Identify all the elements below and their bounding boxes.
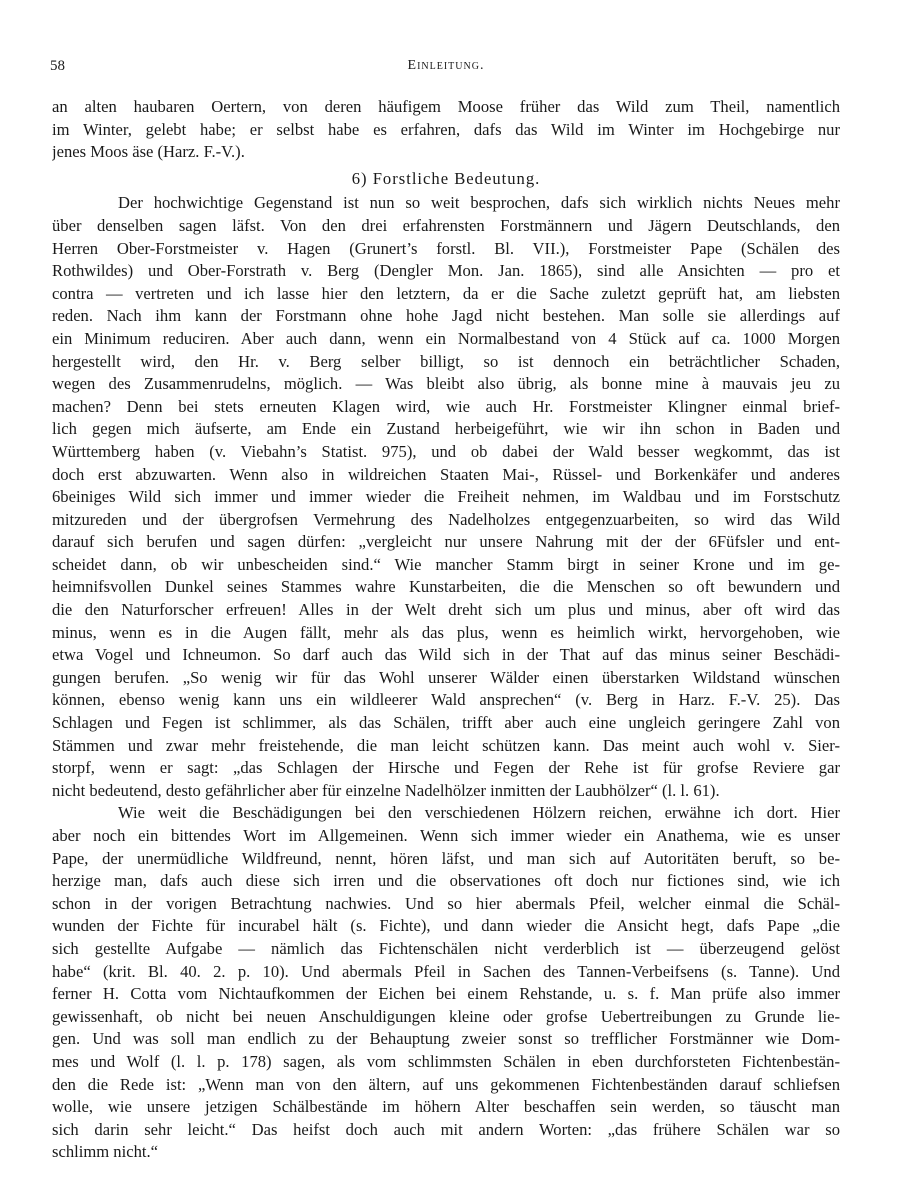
page-body	[52, 96, 840, 1164]
page-number: 58	[50, 58, 65, 74]
text-line: Pape, der unermüdliche Wildfreund, nennt, hören läfst, und man sich auf Autoritäten beruft, so be-	[52, 848, 840, 868]
text-line: mitzureden und der übergrofsen Vermehrung des Nadelholzes entgegenzuarbeiten, so wird das Wild	[52, 509, 840, 529]
text-line: Der hochwichtige Gegenstand ist nun so weit besprochen, dafs sich wirklich nichts Neues mehr	[118, 193, 840, 213]
text-line: gewissenhaft, ob nicht bei neuen Anschuldigungen kleine oder grofse Uebertreibungen zu Grunde lie-	[52, 1006, 840, 1026]
text-line: 6beiniges Wild sich immer und immer wieder die Freiheit nehmen, im Waldbau und im Forstschutz	[52, 487, 840, 507]
text-line: Rothwildes) und Ober-Forstrath v. Berg (Dengler Mon. Jan. 1865), sind alle Ansichten — pro et	[52, 261, 840, 281]
text-line: Württemberg haben (v. Viebahn’s Statist. 975), und ob dabei der Wald besser wegkommt, das ist	[52, 441, 840, 461]
text-line: über denselben sagen läfst. Von den drei erfahrensten Forstmännern und Jägern Deutschlands, den	[52, 215, 840, 235]
text-line: darauf sich berufen und sagen dürfen: „vergleicht nur unsere Nahrung mit der der 6Füfsler und ent-	[52, 532, 840, 552]
text-line: herzige man, dafs auch diese sich irren und die observationes oft doch nur fictiones sind, wie ich	[52, 871, 840, 891]
text-line: schon in der vorigen Betrachtung nachwies. Und so hier abermals Pfeil, welcher einmal die Schäl-	[52, 893, 840, 913]
text-line: können, ebenso wenig kann uns ein wildleerer Wald ansprechen“ (v. Berg in Harz. F.-V. 25). Das	[52, 690, 840, 710]
text-line: schlimm nicht.“	[52, 1142, 158, 1162]
text-line: sich darin sehr leicht.“ Das heifst doch auch mit andern Worten: „das frühere Schälen war so	[52, 1119, 840, 1139]
text-line: reden. Nach ihm kann der Forstmann ohne hohe Jagd nicht bestehen. Man solle sie allerdings auf	[52, 306, 840, 326]
text-line: sich gestellte Aufgabe — nämlich das Fichtenschälen nicht verderblich ist — überzeugend gelöst	[52, 938, 840, 958]
text-line: Schlagen und Fegen ist schlimmer, als das Schälen, trifft aber auch eine ungleich geringere Zahl von	[52, 713, 840, 733]
text-line: contra — vertreten und ich lasse hier den letztern, da er die Sache zuletzt geprüft hat, am liebsten	[52, 283, 840, 303]
text-line: wolle, wie unsere jetzigen Schälbestände im höhern Alter beschaffen sein werden, so täuscht man	[52, 1097, 840, 1117]
paragraph-continuation	[52, 96, 840, 164]
text-line: hergestellt wird, den Hr. v. Berg selber billigt, so ist dennoch ein beträchtlicher Schaden,	[52, 351, 840, 371]
text-line: nicht bedeutend, desto gefährlicher aber für einzelne Nadelhölzer inmitten der Laubhölzer“ (l. l. 61).	[52, 780, 720, 800]
text-line: habe“ (krit. Bl. 40. 2. p. 10). Und abermals Pfeil in Sachen des Tannen-Verbeifsens (s. Tanne). Und	[52, 961, 840, 981]
text-line: gungen berufen. „So wenig wir für das Wohl unserer Wälder einen überstarken Wildstand wünschen	[52, 667, 840, 687]
text-line: wegen des Zusammenrudelns, möglich. — Was bleibt also übrig, als bonne mine à mauvais jeu zu	[52, 374, 840, 394]
text-line: wunden der Fichte für incurabel hält (s. Fichte), und dann wieder die Ansicht hegt, dafs Pape „die	[52, 916, 840, 936]
text-line: Wie weit die Beschädigungen bei den verschiedenen Hölzern reichen, erwähne ich dort. Hier	[118, 803, 840, 823]
paragraph-forstliche-bedeutung	[52, 192, 840, 802]
text-line: Stämmen und zwar mehr freistehende, die man leicht schützen kann. Das meint auch wohl v. Sier-	[52, 735, 840, 755]
text-line: etwa Vogel und Ichneumon. So darf auch das Wild sich in der That auf das minus seiner Beschädi-	[52, 645, 840, 665]
text-line: jenes Moos äse (Harz. F.-V.).	[52, 142, 245, 162]
book-page	[52, 58, 840, 1164]
text-line: machen? Denn bei stets erneuten Klagen wird, wie auch Hr. Forstmeister Klingner einmal brief-	[52, 396, 840, 416]
text-line: lich gegen mich äufserte, am Ende ein Zustand herbeigeführt, wie wir ihn schon in Baden und	[52, 419, 840, 439]
section-title: 6) Forstliche Bedeutung.	[351, 168, 541, 188]
text-line: gen. Und was soll man endlich zu der Behauptung zweier sonst so trefflicher Forstmänner wie Dom-	[52, 1029, 840, 1049]
text-line: scheidet dann, ob wir unbescheiden sind.“ Wie mancher Stamm birgt in seiner Krone und im ge-	[52, 554, 840, 574]
text-line: an alten haubaren Oertern, von deren häufigem Moose früher das Wild zum Theil, namentlich	[52, 97, 840, 116]
running-head: Einleitung.	[407, 58, 485, 73]
text-line: storpf, wenn er sagt: „das Schlagen der Hirsche und Fegen der Rehe ist für grofse Reviere gar	[52, 758, 840, 778]
text-line: mes und Wolf (l. l. p. 178) sagen, als vom schlimmsten Schälen in eben durchforsteten Fichtenbestän-	[52, 1051, 840, 1071]
text-line: aber noch ein bittendes Wort im Allgemeinen. Wenn sich immer wieder ein Anathema, wie es unser	[52, 826, 840, 845]
text-line: doch erst abzuwarten. Wenn also in wildreichen Staaten Mai-, Rüssel- und Borkenkäfer und anderes	[52, 464, 840, 484]
text-line: im Winter, gelebt habe; er selbst habe es erfahren, dafs das Wild im Winter im Hochgebirge nur	[52, 119, 840, 139]
page-header	[52, 58, 840, 82]
text-line: den die Rede ist: „Wenn man von den ältern, auf uns gekommenen Fichtenbeständen darauf schliefsen	[52, 1074, 840, 1094]
text-line: die den Naturforscher erfreuen! Alles in der Welt dreht sich um plus und minus, aber oft wird das	[52, 600, 840, 620]
paragraph-beschaedigungen	[52, 802, 840, 1164]
text-line: minus, wenn es in die Augen fällt, mehr als das plus, wenn es heimlich wirkt, hervorgehoben, wie	[52, 622, 840, 642]
text-line: heimnifsvollen Dunkel seines Stammes wahre Kunstarbeiten, die die Menschen so oft bewundern und	[52, 577, 840, 597]
text-line: ferner H. Cotta vom Nichtaufkommen der Eichen bei einem Rehstande, u. s. f. Man prüfe also immer	[52, 984, 840, 1004]
text-line: Herren Ober-Forstmeister v. Hagen (Grunert’s forstl. Bl. VII.), Forstmeister Pape (Schälen des	[52, 238, 840, 258]
text-line: ein Minimum reduciren. Aber auch dann, wenn ein Normalbestand von 4 Stück auf ca. 1000 Morgen	[52, 328, 840, 348]
